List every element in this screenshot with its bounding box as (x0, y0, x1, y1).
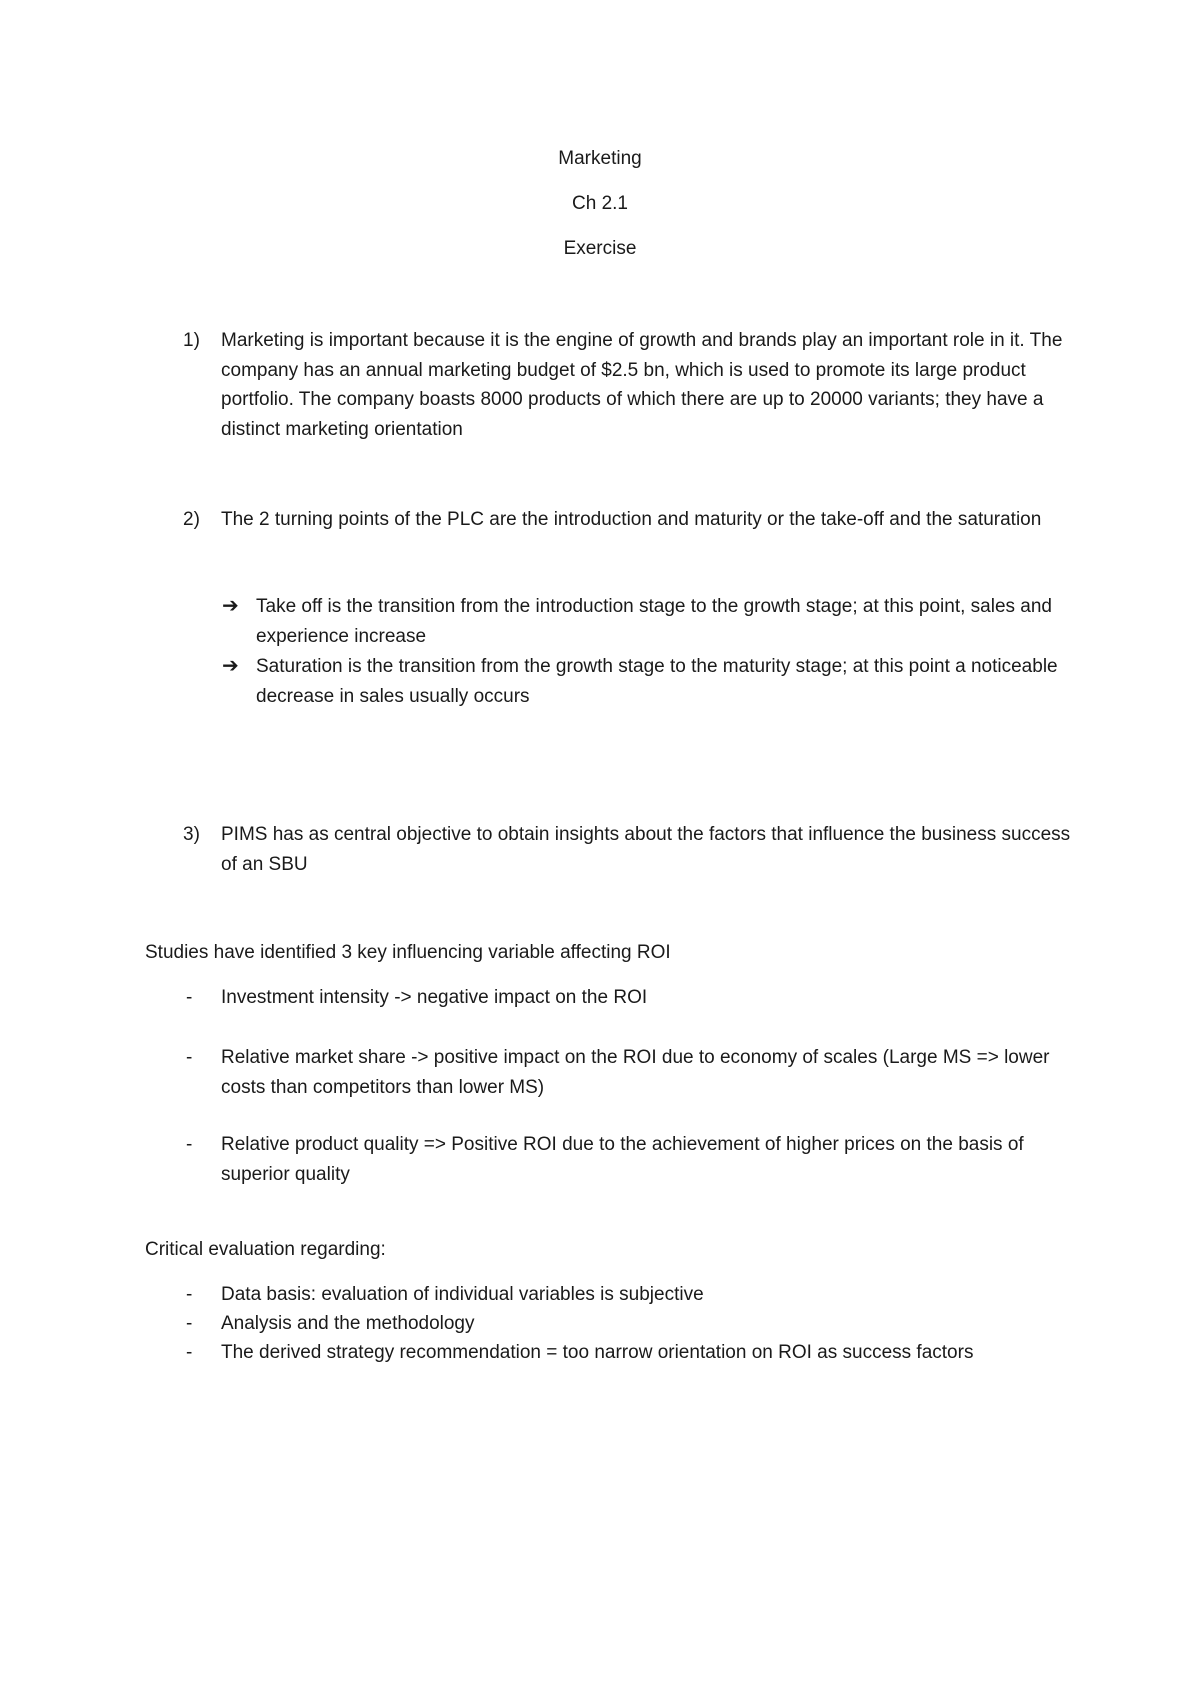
studies-item-text: Relative market share -> positive impact on the ROI due to economy of scales (Large MS => lower costs than competitors than lower MS) (221, 1047, 1050, 1098)
critical-item-text: The derived strategy recommendation = too narrow orientation on ROI as success factors (221, 1342, 974, 1363)
dash-bullet: - (186, 1047, 193, 1068)
dash-bullet: - (186, 1342, 193, 1363)
question-1-number: 1) (183, 330, 200, 351)
critical-item-text: Data basis: evaluation of individual variables is subjective (221, 1284, 704, 1305)
arrow-bullet-icon: ➔ (222, 655, 239, 677)
take-off-bullet-text: Take off is the transition from the introduction stage to the growth stage; at this point, sales and experience increase (256, 596, 1052, 647)
studies-intro: Studies have identified 3 key influencing variable affecting ROI (145, 942, 671, 963)
saturation-bullet-text: Saturation is the transition from the growth stage to the maturity stage; at this point a noticeable decrease in sales usually occurs (256, 656, 1058, 707)
document-title: Marketing (558, 148, 642, 169)
dash-bullet: - (186, 1134, 193, 1155)
studies-item-text: Investment intensity -> negative impact on the ROI (221, 987, 648, 1008)
question-1-text: Marketing is important because it is the engine of growth and brands play an important role in it. The company has an annual marketing budget of $2.5 bn, which is used to promote its large product portfolio. The company boasts 8000 products of which there are up to 20000 variants; they have a distinct marketing orientation (221, 330, 1063, 440)
critical-intro: Critical evaluation regarding: (145, 1239, 386, 1260)
question-3-number: 3) (183, 824, 200, 845)
question-2-number: 2) (183, 509, 200, 530)
chapter-label: Ch 2.1 (572, 193, 628, 214)
dash-bullet: - (186, 987, 193, 1008)
studies-item-text: Relative product quality => Positive ROI due to the achievement of higher prices on the basis of superior quality (221, 1134, 1024, 1185)
document-subtitle: Exercise (563, 238, 637, 259)
arrow-bullet-icon: ➔ (222, 595, 239, 617)
question-3-text: PIMS has as central objective to obtain insights about the factors that influence the business success of an SBU (221, 824, 1071, 875)
dash-bullet: - (186, 1313, 193, 1334)
dash-bullet: - (186, 1284, 193, 1305)
question-2-text: The 2 turning points of the PLC are the introduction and maturity or the take-off and the saturation (221, 509, 1042, 530)
critical-item-text: Analysis and the methodology (221, 1313, 475, 1334)
